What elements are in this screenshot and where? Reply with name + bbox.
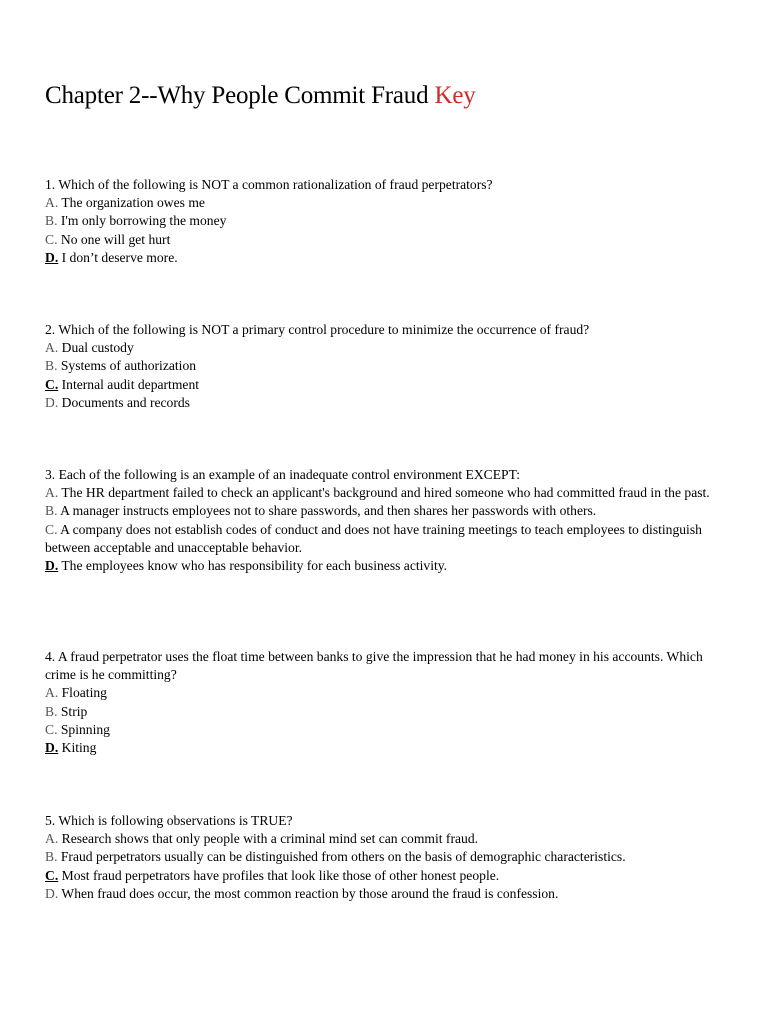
- option-text: I don’t deserve more.: [61, 249, 178, 265]
- option-text: The employees know who has responsibility for each business activity.: [61, 558, 448, 574]
- option-letter: A.: [45, 195, 59, 211]
- option-text: Research shows that only people with a criminal mind set can commit fraud.: [61, 831, 479, 847]
- option-letter: C.: [45, 231, 58, 247]
- option-text: Strip: [60, 703, 88, 719]
- option-text: The HR department failed to check an applicant's background and hired someone who had committed fraud in the past.: [61, 485, 710, 501]
- option-letter: B.: [45, 703, 58, 719]
- question-1: [45, 176, 735, 267]
- option-letter: D.: [45, 394, 59, 410]
- option-letter: B.: [45, 503, 58, 519]
- correct-option-letter: C.: [45, 867, 59, 883]
- option-text: No one will get hurt: [60, 231, 171, 247]
- option-text: Dual custody: [61, 340, 134, 356]
- option-letter: B.: [45, 358, 58, 374]
- option-c: [45, 721, 735, 739]
- question-4: [45, 648, 735, 757]
- option-b: [45, 212, 735, 230]
- option-text: I'm only borrowing the money: [60, 213, 227, 229]
- option-text: Most fraud perpetrators have profiles that look like those of other honest people.: [61, 867, 500, 883]
- option-c-correct: [45, 867, 735, 885]
- question-stem: 1. Which of the following is NOT a common rationalization of fraud perpetrators?: [45, 177, 493, 192]
- question-3: [45, 466, 735, 575]
- correct-option-letter: D.: [45, 740, 59, 756]
- option-c-correct: [45, 376, 735, 394]
- question-stem: 5. Which is following observations is TRUE?: [45, 813, 293, 828]
- title-text: Chapter 2--Why People Commit Fraud: [45, 82, 429, 109]
- option-a: [45, 339, 735, 357]
- option-text: Kiting: [61, 740, 97, 756]
- option-c: [45, 231, 735, 249]
- option-a: [45, 684, 735, 702]
- option-d-correct: [45, 739, 735, 757]
- option-text: When fraud does occur, the most common reaction by those around the fraud is confession.: [61, 885, 559, 901]
- option-b: [45, 357, 735, 375]
- option-text: Floating: [61, 685, 107, 701]
- option-d-correct: [45, 249, 735, 267]
- option-text: The organization owes me: [61, 195, 205, 211]
- option-c: [45, 521, 735, 557]
- option-text: Internal audit department: [61, 376, 200, 392]
- option-b: [45, 848, 735, 866]
- option-letter: A.: [45, 485, 59, 501]
- option-text: Spinning: [60, 721, 110, 737]
- option-text: Fraud perpetrators usually can be distinguished from others on the basis of demographic characteristics.: [60, 849, 626, 865]
- option-letter: B.: [45, 213, 58, 229]
- option-d-correct: [45, 557, 735, 575]
- correct-option-letter: D.: [45, 558, 59, 574]
- option-d: [45, 394, 735, 412]
- option-text: A manager instructs employees not to share passwords, and then shares her passwords with others.: [60, 503, 597, 519]
- option-text: Documents and records: [61, 394, 190, 410]
- option-b: [45, 703, 735, 721]
- page-title: [45, 80, 476, 112]
- option-letter: A.: [45, 685, 59, 701]
- option-a: [45, 194, 735, 212]
- option-b: [45, 502, 735, 520]
- question-stem: 3. Each of the following is an example of an inadequate control environment EXCEPT:: [45, 467, 520, 482]
- correct-option-letter: C.: [45, 376, 59, 392]
- option-letter: A.: [45, 831, 59, 847]
- option-letter: C.: [45, 721, 58, 737]
- option-d: [45, 885, 735, 903]
- option-letter: A.: [45, 340, 59, 356]
- question-stem: 4. A fraud perpetrator uses the float time between banks to give the impression that he had money in his accounts. Which crime is he committing?: [45, 649, 703, 683]
- title-key-label: Key: [434, 82, 476, 109]
- option-text: A company does not establish codes of conduct and does not have training meetings to teach employees to distinguish between acceptable and unacceptable behavior.: [45, 521, 702, 555]
- question-stem: 2. Which of the following is NOT a primary control procedure to minimize the occurrence of fraud?: [45, 322, 590, 337]
- option-a: [45, 830, 735, 848]
- question-2: [45, 321, 735, 412]
- option-letter: D.: [45, 885, 59, 901]
- option-letter: C.: [45, 521, 58, 537]
- option-text: Systems of authorization: [60, 358, 197, 374]
- option-a: [45, 484, 735, 502]
- question-5: [45, 812, 735, 903]
- correct-option-letter: D.: [45, 249, 59, 265]
- option-letter: B.: [45, 849, 58, 865]
